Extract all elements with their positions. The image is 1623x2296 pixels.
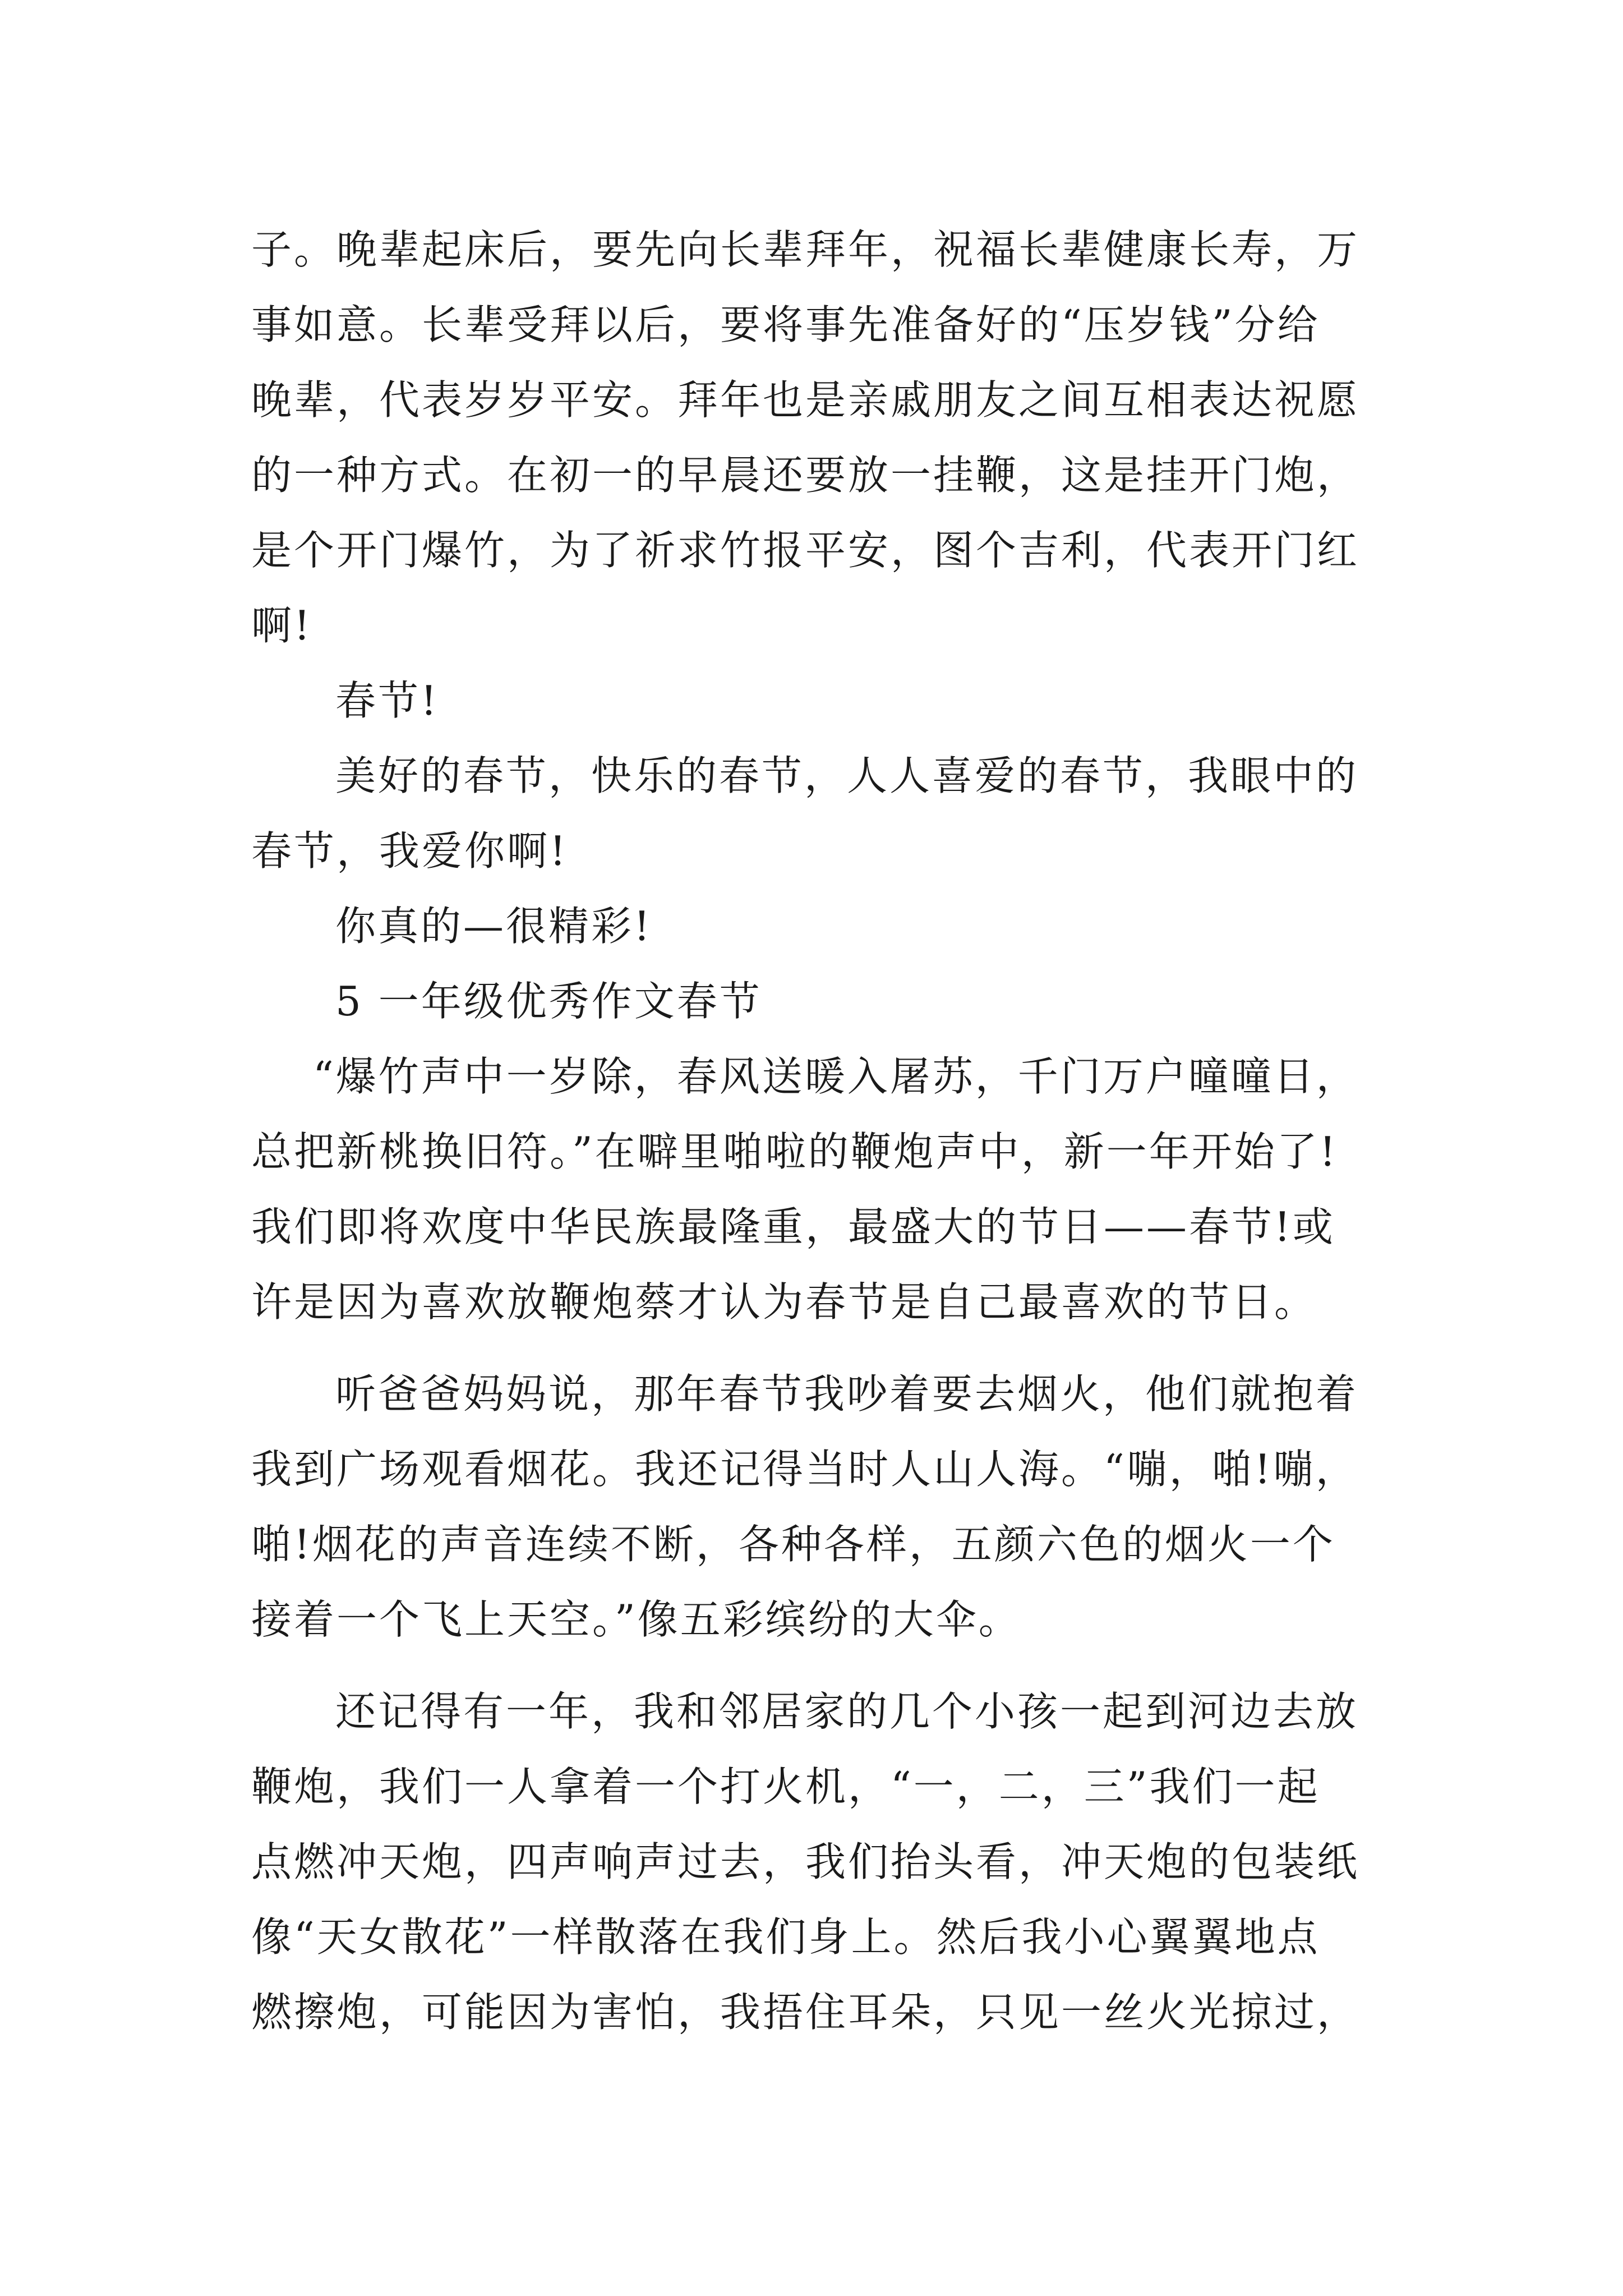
text-line: 我们即将欢度中华民族最隆重，最盛大的节日——春节!或: [251, 1203, 1335, 1250]
text-line: 听爸爸妈妈说，那年春节我吵着要去烟火，他们就抱着: [335, 1370, 1359, 1418]
text-line: 还记得有一年，我和邻居家的几个小孩一起到河边去放: [335, 1688, 1359, 1735]
text-line: 春节!: [335, 677, 439, 724]
text-line: 你真的—很精彩!: [335, 903, 652, 950]
text-line: 春节，我爱你啊!: [251, 827, 568, 875]
text-line: 燃擦炮，可能因为害怕，我捂住耳朵，只见一丝火光掠过，: [251, 1989, 1360, 2036]
section-heading: 5 一年级优秀作文春节: [335, 978, 762, 1025]
text-line: 许是因为喜欢放鞭炮蔡才认为春节是自己最喜欢的节日。: [251, 1278, 1317, 1326]
text-line: 晚辈，代表岁岁平安。拜年也是亲戚朋友之间互相表达祝愿: [251, 376, 1360, 424]
text-line: 美好的春节，快乐的春节，人人喜爱的春节，我眼中的: [335, 752, 1359, 799]
text-line: 子。晚辈起床后，要先向长辈拜年，祝福长辈健康长寿，万: [251, 226, 1360, 273]
text-line: 我到广场观看烟花。我还记得当时人山人海。“嘣，啪!嘣，: [251, 1446, 1358, 1493]
text-line: 总把新桃换旧符。”在噼里啪啦的鞭炮声中，新一年开始了!: [251, 1128, 1338, 1175]
text-line: 啪!烟花的声音连续不断，各种各样，五颜六色的烟火一个: [251, 1521, 1335, 1568]
text-line: 啊!: [251, 602, 312, 649]
text-line: 鞭炮，我们一人拿着一个打火机，“一，二，三”我们一起: [251, 1763, 1320, 1810]
text-line: 是个开门爆竹，为了祈求竹报平安，图个吉利，代表开门红: [251, 527, 1360, 574]
text-line: 接着一个飞上天空。”像五彩缤纷的大伞。: [251, 1596, 1021, 1643]
essay-body: [251, 212, 1382, 2050]
text-line: 点燃冲天炮，四声响声过去，我们抬头看，冲天炮的包装纸: [251, 1838, 1360, 1885]
text-line: 像“天女散花”一样散落在我们身上。然后我小心翼翼地点: [251, 1913, 1320, 1961]
text-line: 的一种方式。在初一的早晨还要放一挂鞭，这是挂开门炮，: [251, 452, 1360, 499]
text-line: “爆竹声中一岁除，春风送暖入屠苏，千门万户曈曈日，: [313, 1053, 1359, 1100]
text-line: 事如意。长辈受拜以后，要将事先准备好的“压岁钱”分给: [251, 301, 1320, 348]
